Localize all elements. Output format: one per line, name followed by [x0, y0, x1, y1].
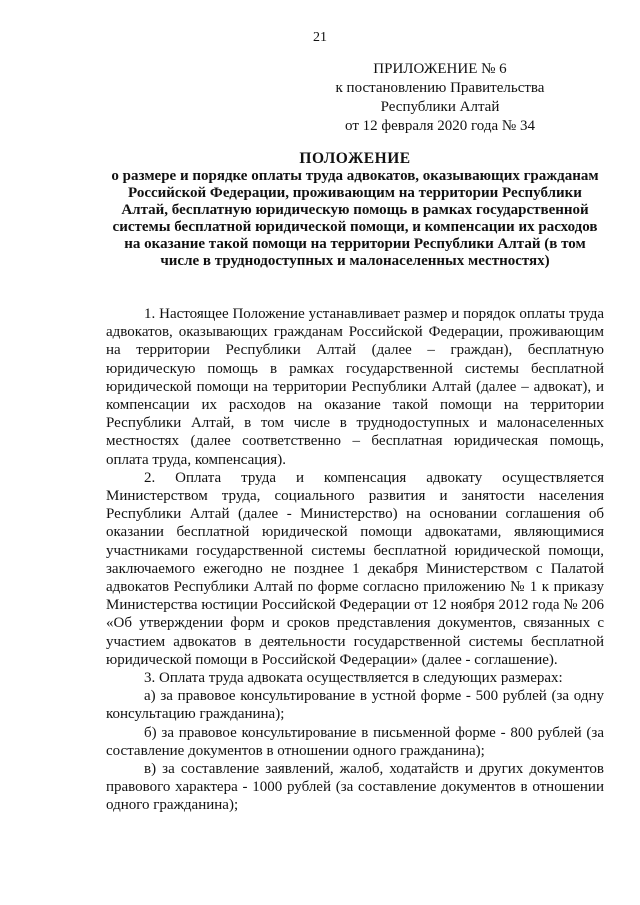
paragraph-1: 1. Настоящее Положение устанавливает размер и порядок оплаты труда адвокатов, оказывающих гражданам Российской Федерации, проживающим на территории Республики Алтай (далее – граждан), бесплатную юридическую помощь в рамках государственной системы бесплатной юридической помощи на территории Республики Алтай (далее – адвокат), и компенсации их расходов на оказание такой помощи на территории Республики Алтай, в том числе в труднодоступных и малонаселенных местностях (далее соответственно – бесплатная юридическая помощь, оплата труда, компенсация). [106, 306, 604, 468]
appendix-reference: к постановлению Правительства [335, 80, 545, 96]
appendix-block [310, 60, 570, 136]
list-item-b: б) за правовое консультирование в письменной форме - 800 рублей (за составление документов в отношении одного гражданина); [106, 724, 604, 759]
title-heading: ПОЛОЖЕНИЕ [299, 150, 411, 167]
list-item-a: а) за правовое консультирование в устной форме - 500 рублей (за одну консультацию гражданина); [106, 688, 604, 723]
title-text: о размере и порядке оплаты труда адвокатов, оказывающих гражданам Российской Федерации, проживающим на территории Республики Алтай, бесплатную юридическую помощь в рамках государственной системы бесплатной юридической помощи, и компенсации их расходов на оказание такой помощи на территории Республики Алтай (в том числе в труднодоступных и малонаселенных местностях) [111, 168, 599, 269]
page-number: 21 [313, 30, 327, 45]
paragraph-2: 2. Оплата труда и компенсация адвокату осуществляется Министерством труда, социального развития и занятости населения Республики Алтай (далее - Министерство) на основании соглашения об оказании бесплатной юридической помощи адвокатами, являющимися участниками государственной системы бесплатной юридической помощи, заключаемого ежегодно не позднее 1 декабря Министерством с Палатой адвокатов Республики Алтай по форме согласно приложению № 1 к приказу Министерства юстиции Российской Федерации от 12 ноября 2012 года № 206 «Об утверждении форм и сроков представления документов, связанных с участием адвокатов в деятельности государственной системы бесплатной юридической помощи в Российской Федерации» (далее - соглашение). [106, 469, 604, 668]
appendix-title: ПРИЛОЖЕНИЕ № 6 [373, 61, 507, 77]
document-body [106, 305, 604, 815]
list-item-c: в) за составление заявлений, жалоб, ходатайств и других документов правового характера - 1000 рублей (за составление документов в отношении одного гражданина); [106, 761, 604, 814]
appendix-date: от 12 февраля 2020 года № 34 [345, 118, 535, 134]
document-title [106, 150, 604, 270]
paragraph-3: 3. Оплата труда адвоката осуществляется в следующих размерах: [144, 670, 563, 687]
appendix-region: Республики Алтай [380, 99, 500, 115]
